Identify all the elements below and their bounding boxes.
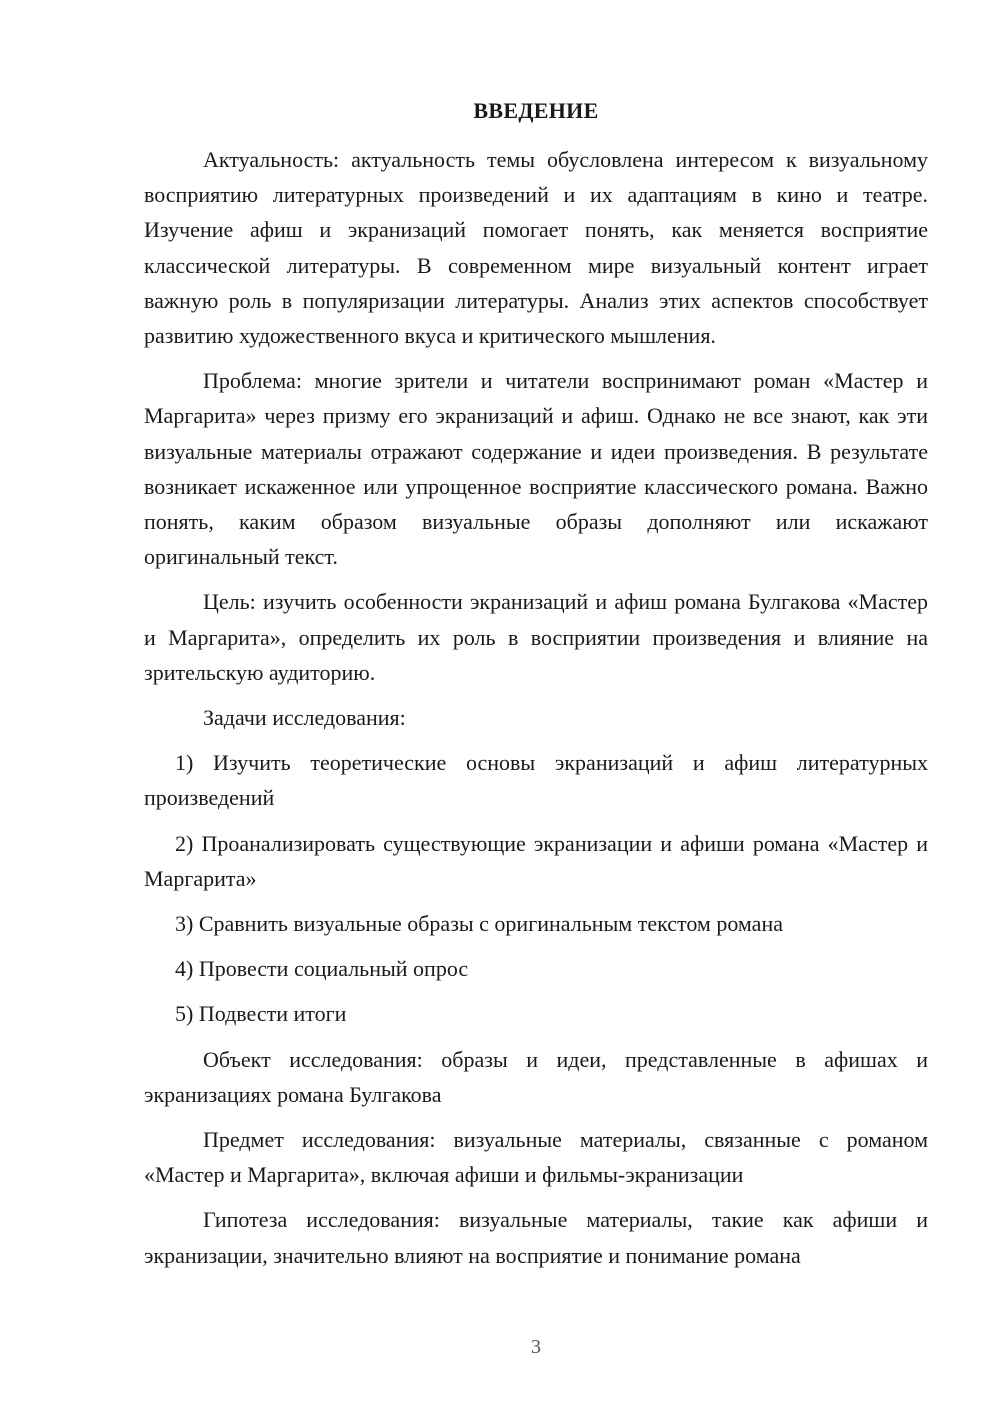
tasks-heading: Задачи исследования: bbox=[203, 705, 406, 731]
body-text bbox=[144, 142, 928, 1283]
task-item-2: 2) Проанализировать существующие экранизации и афиши романа «Мастер и Маргарита» bbox=[144, 830, 928, 891]
paragraph-subject: Предмет исследования: визуальные материалы, связанные с романом «Мастер и Маргарита», включая афиши и фильмы-экранизации bbox=[144, 1127, 928, 1188]
paragraph-problem: Проблема: многие зрители и читатели воспринимают роман «Мастер и Маргарита» через призму его экранизаций и афиш. Однако не все знают, как эти визуальные материалы отражают содержание и идеи произведения. В результате возникает искаженное или упрощенное восприятие классического романа. Важно понять, каким образом визуальные образы дополняют или искажают оригинальный текст. bbox=[144, 368, 928, 570]
task-item-5: 5) Подвести итоги bbox=[175, 1001, 347, 1027]
section-heading: ВВЕДЕНИЕ bbox=[473, 98, 599, 123]
page-number: 3 bbox=[531, 1336, 541, 1358]
paragraph-relevance: Актуальность: актуальность темы обусловлена интересом к визуальному восприятию литературных произведений и их адаптациям в кино и театре. Изучение афиш и экранизаций помогает понять, как меняется восприятие классической литературы. В современном мире визуальный контент играет важную роль в популяризации литературы. Анализ этих аспектов способствует развитию художественного вкуса и критического мышления. bbox=[144, 147, 928, 349]
task-item-1: 1) Изучить теоретические основы экранизаций и афиш литературных произведений bbox=[144, 750, 928, 811]
paragraph-object: Объект исследования: образы и идеи, представленные в афишах и экранизациях романа Булгакова bbox=[144, 1046, 928, 1107]
paragraph-goal: Цель: изучить особенности экранизаций и афиш романа Булгакова «Мастер и Маргарита», определить их роль в восприятии произведения и влияние на зрительскую аудиторию. bbox=[144, 589, 928, 685]
task-item-4: 4) Провести социальный опрос bbox=[175, 956, 469, 982]
task-item-3: 3) Сравнить визуальные образы с оригинальным текстом романа bbox=[175, 911, 783, 937]
paragraph-hypothesis: Гипотеза исследования: визуальные материалы, такие как афиши и экранизации, значительно влияют на восприятие и понимание романа bbox=[144, 1207, 928, 1268]
